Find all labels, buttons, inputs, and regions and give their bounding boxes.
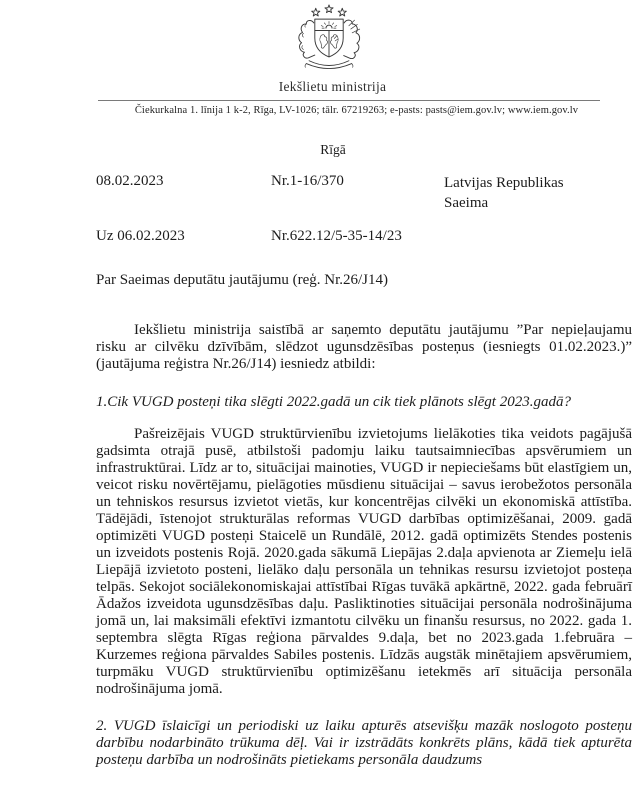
letter-number: Nr.1-16/370 [271,173,344,189]
letter-date: 08.02.2023 [96,173,164,189]
letter-body [96,322,632,769]
reply-to-date: Uz 06.02.2023 [96,228,185,244]
coat-of-arms-icon [281,4,377,74]
intro-paragraph: Iekšlietu ministrija saistībā ar saņemto deputātu jautājumu ”Par nepieļaujamu risku ar cilvēku dzīvībām, slēdzot ugunsdzēsības posteņus (iesniegts 01.02.2023.)” (jautājuma reģistra Nr.26/J14) iesniedz atbildi: [96,322,632,372]
question-1: 1.Cik VUGD posteņi tika slēgti 2022.gadā un cik tiek plānots slēgt 2023.gadā? [96,394,571,410]
ministry-name: Iekšlietu ministrija [278,79,387,94]
recipient-name: Latvijas Republikas Saeima [444,175,564,211]
place-line: Rīgā [320,142,346,157]
reply-to-number: Nr.622.12/5-35-14/23 [271,228,402,244]
letterhead-divider [98,100,600,101]
answer-1-paragraph: Pašreizējais VUGD struktūrvienību izvietojums lielākoties tika veidots pagājušā gadsimta otrajā pusē, atbilstoši padomju laiku tautsaimniecības apsvērumiem un infrastruktūrai. Līdz ar to, situācijai mainoties, VUGD ir nepieciešams būt elastīgiem un, veicot risku novērtējamu, pielāgoties mūsdienu situācijai – savus ierobežotos personāla un tehniskos resursus izvietot vietās, kur koncentrējas cilvēki un ekonomiskā attīstība. Tādējādi, īstenojot strukturālas reformas VUGD darbības optimizēšanai, 2009. gadā optimizēti VUGD posteņi Staicelē un Rundālē, 2012. gadā optimizēts Stendes postenis un izveidots postenis Rojā. 2020.gada sākumā Liepājas 2.daļa apvienota ar Ziemeļu ielā Liepājā izvietoto posteni, lielāko daļu personāla un tehnikas resursu izvietojot posteņa telpās. Sekojot sociālekonomiskajai attīstībai Rīgas tuvākā apkārtnē, 2022. gada februārī Ādažos izveidota ugunsdzēsības daļu. Pasliktinoties situācijai personāla nodrošinājuma jomā un, lai maksimāli efektīvi izmantotu cilvēku un finanšu resursus, no 2022. gada 1. septembra slēgta Rīgas reģiona pārvaldes 9.daļa, bet no 2023.gada 1.februāra – Kurzemes reģiona pārvaldes Sabiles postenis. Līdzās augstāk minētajiem apsvērumiem, turpmāku VUGD struktūrvienību optimizēšanu ietekmēs arī situācija personāla nodrošinājuma jomā. [96,426,632,697]
question-2: 2. VUGD īslaicīgi un periodiski uz laiku apturēs atsevišķu mazāk noslogoto posteņu darbību nodarbināto trūkuma dēļ. Vai ir izstrādāts konkrēts plāns, kādā tiek apturēta posteņu darbība un nodrošināts pietiekams personāla daudzums [96,718,632,768]
letterhead-address: Čiekurkalna 1. līnija 1 k-2, Rīga, LV-1026; tālr. 67219263; e-pasts: pasts@iem.gov.lv; www.iem.gov.lv [134,105,579,116]
subject-line: Par Saeimas deputātu jautājumu (reģ. Nr.26/J14) [96,272,389,288]
